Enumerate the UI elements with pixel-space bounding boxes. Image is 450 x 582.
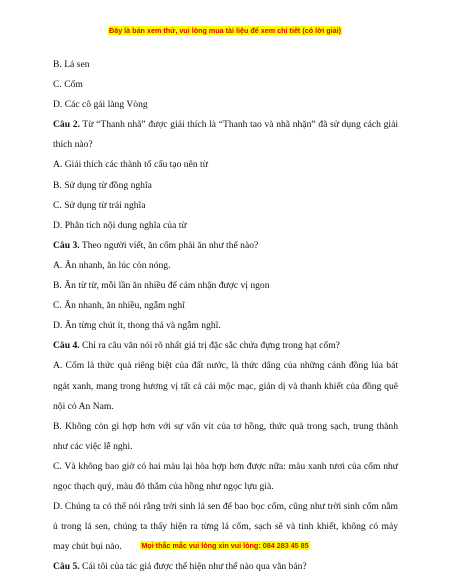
text-line: C. Cốm	[53, 79, 83, 91]
question-label: Câu 2.	[53, 119, 80, 131]
answer-option: D. Chúng ta có thể nói rằng trời sinh lá sen để bao bọc cốm, cũng như trời sinh cốm nằm ủ trong lá sen, chúng ta thấy hiện ra từng lá cốm, sạch sẽ và tinh khiết, không có mảy may chút bụi nào.	[53, 501, 398, 553]
answer-option: B. Sử dụng từ đồng nghĩa	[53, 179, 152, 191]
answer-option: C. Ăn nhanh, ăn nhiều, ngẫm nghĩ	[53, 300, 185, 312]
question-label: Câu 4.	[53, 340, 80, 352]
question-5: Câu 5. Cái tôi của tác giả được thể hiện như thế nào qua văn bản?	[53, 561, 307, 573]
answer-option: C. Và không bao giờ có hai màu lại hòa hợp hơn được nữa: màu xanh tươi của cốm như ngọc thạch quý, màu đỏ thắm của hồng như ngọc lựu già.	[53, 460, 398, 492]
answer-option: B. Không còn gì hợp hơn với sự vấn vít của tơ hồng, thức quà trong sạch, trung thành như các việc lễ nghi.	[53, 420, 398, 452]
answer-option: D. Ăn từng chút ít, thong thả và ngẫm nghĩ.	[53, 320, 221, 332]
answer-option: C. Sử dụng từ trái nghĩa	[53, 199, 146, 211]
document-body	[53, 55, 398, 577]
answer-option: A. Giải thích các thành tố cấu tạo nên từ	[53, 159, 208, 171]
question-3: Câu 3. Theo người viết, ăn cốm phải ăn như thế nào?	[53, 239, 259, 251]
preview-banner	[0, 26, 450, 35]
contact-footer	[0, 541, 450, 550]
answer-option: A. Ăn nhanh, ăn lúc còn nóng.	[53, 259, 171, 271]
answer-option: B. Ăn từ từ, mỗi lần ăn nhiều để cảm nhận được vị ngon	[53, 280, 270, 292]
text-line: B. Lá sen	[53, 59, 90, 70]
question-4: Câu 4. Chỉ ra câu văn nói rõ nhất giá trị đặc sắc chứa đựng trong hạt cốm?	[53, 340, 340, 352]
answer-option: D. Phân tích nội dung nghĩa của từ	[53, 219, 187, 231]
text-line: D. Các cô gái làng Vòng	[53, 99, 148, 111]
question-label: Câu 3.	[53, 239, 80, 251]
preview-banner-text: Đây là bản xem thử, vui lòng mua tài liệu để xem chi tiết (có lời giải)	[109, 26, 341, 35]
question-label: Câu 5.	[53, 561, 80, 573]
answer-option: A. Cốm là thức quà riêng biệt của đất nước, là thức dâng của những cánh đồng lúa bát ngát xanh, mang trong hương vị tất cả cái mộc mạc, giản dị và thanh khiết của đồng quê nội cỏ An Nam.	[53, 360, 398, 412]
contact-footer-text: Mọi thắc mắc vui lòng xin vui lòng: 084 283 45 85	[141, 541, 309, 550]
question-2: Câu 2. Từ “Thanh nhã” được giải thích là “Thanh tao và nhã nhặn” đã sử dụng cách giải thích nào?	[53, 119, 399, 151]
